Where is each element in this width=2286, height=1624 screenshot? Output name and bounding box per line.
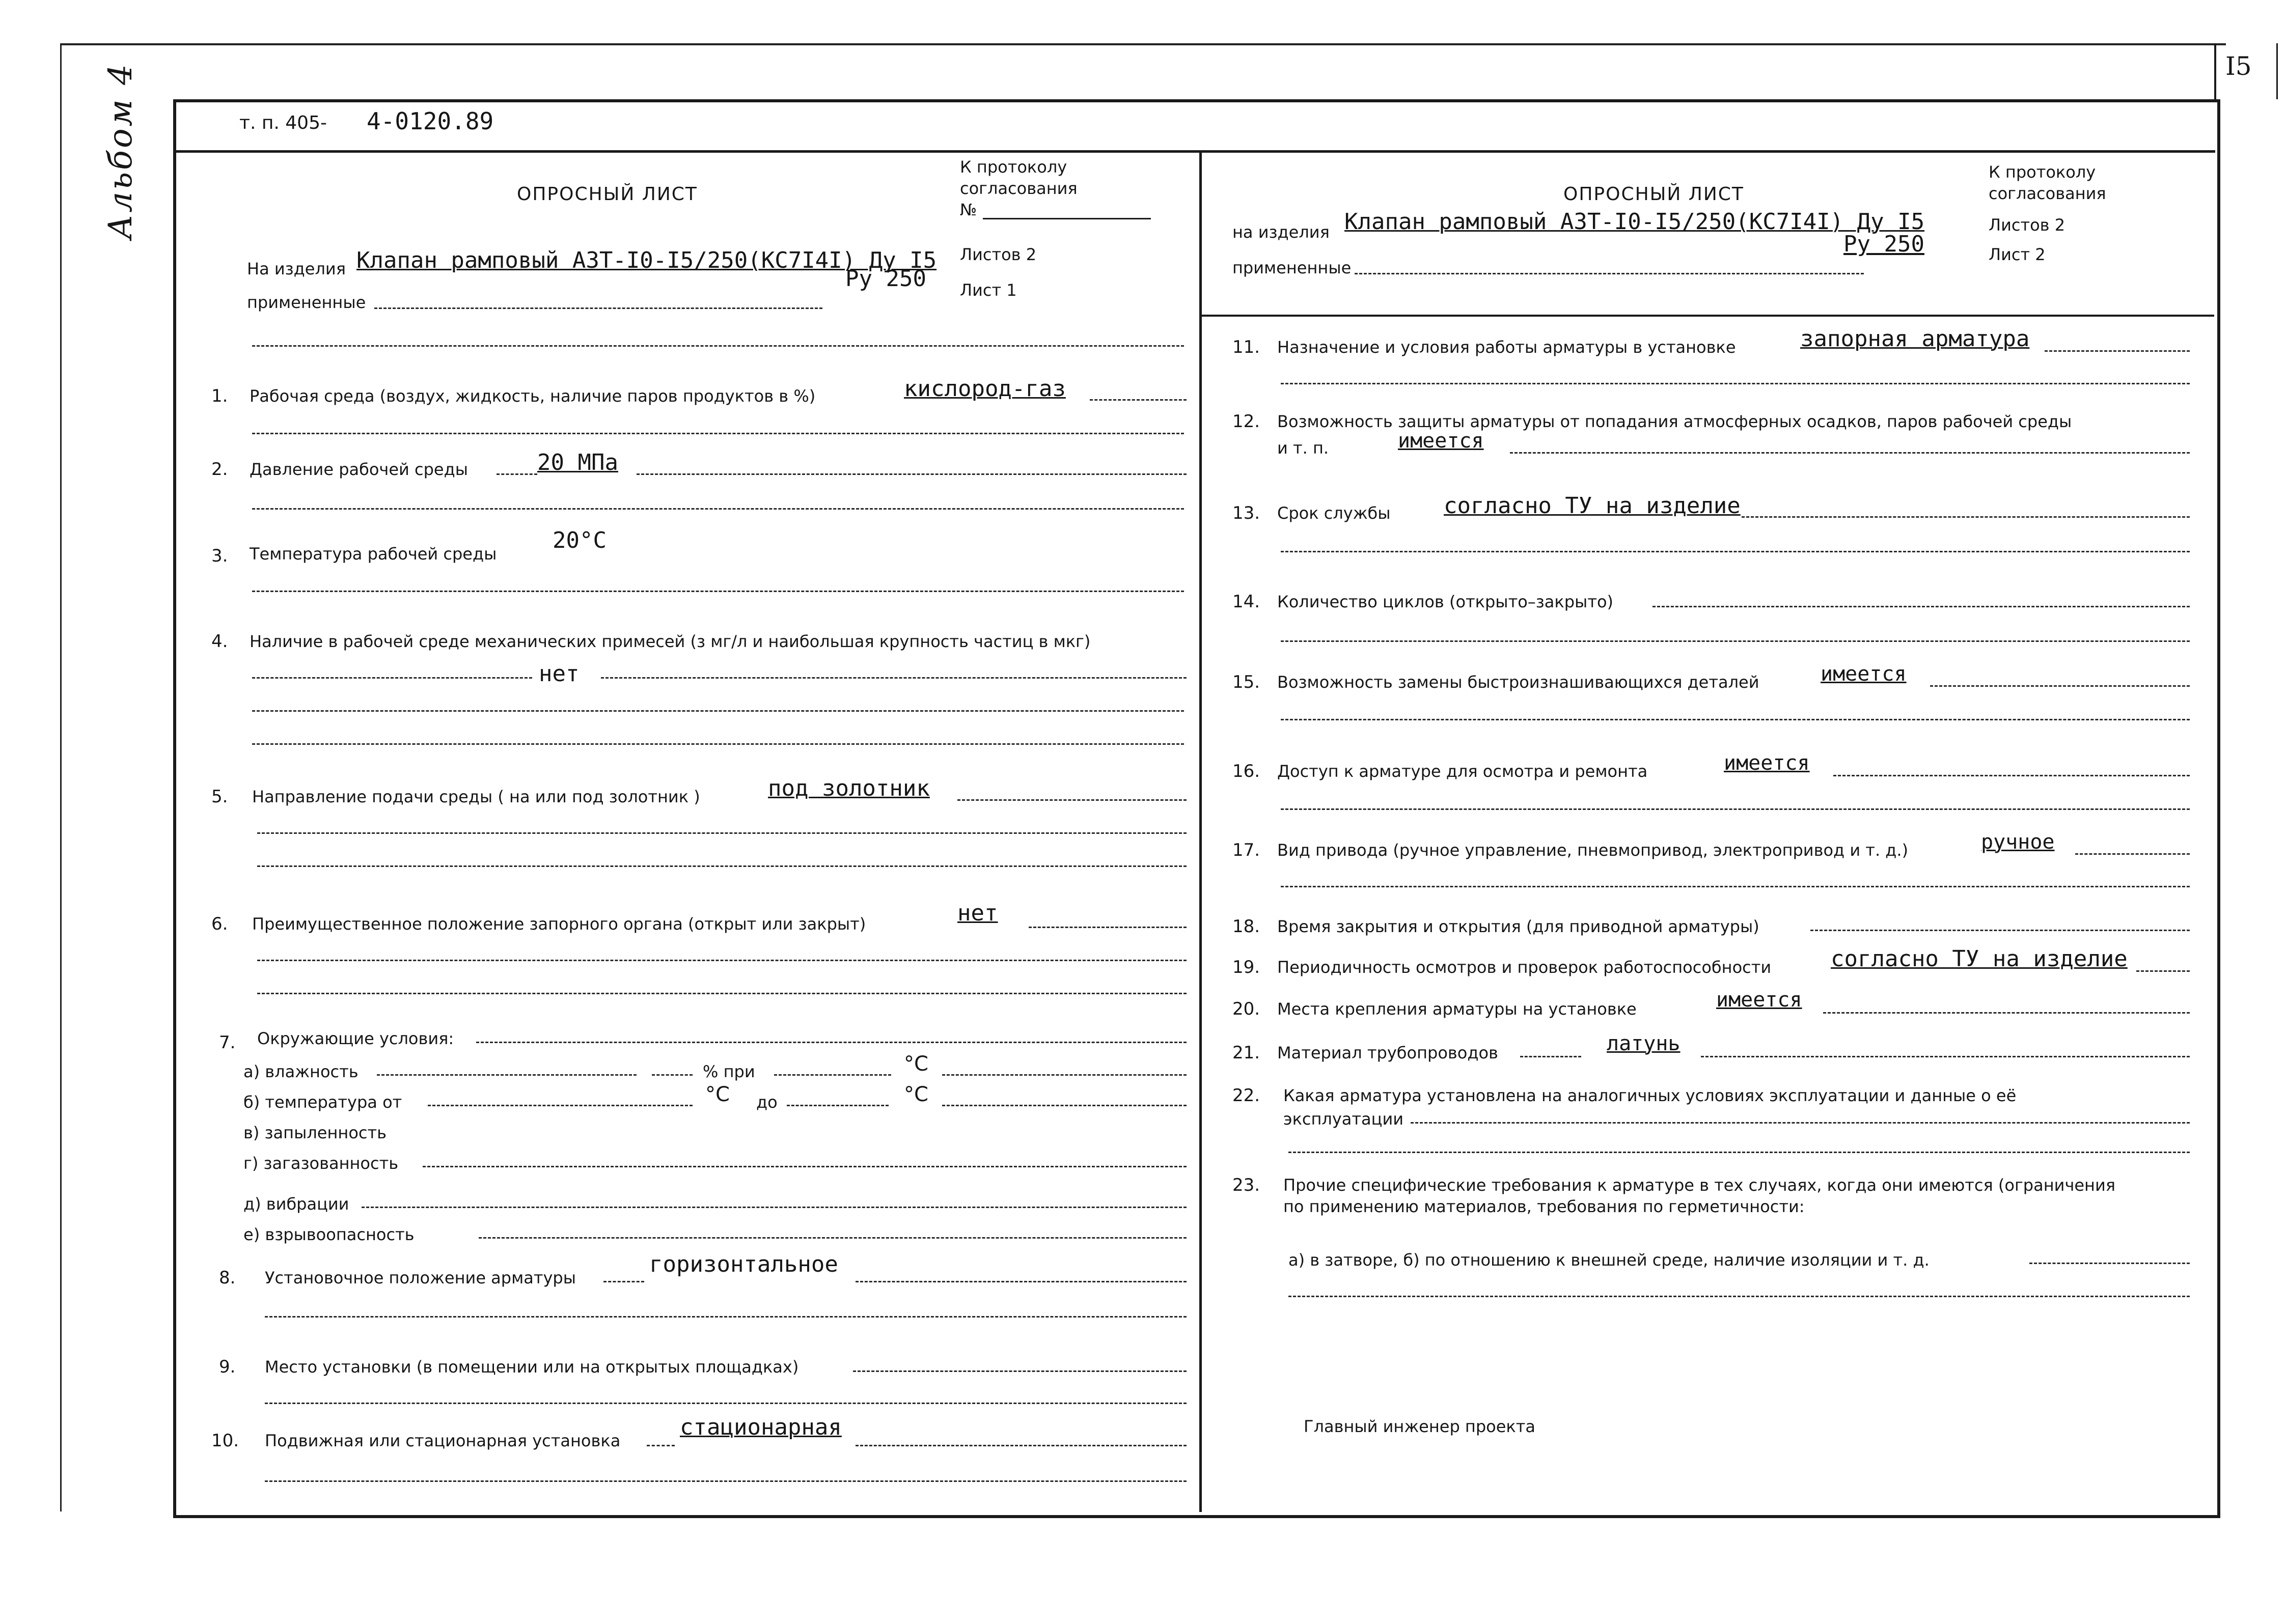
item-10-value: стационарная [680, 1414, 842, 1440]
item-16-value: имеется [1724, 751, 1810, 775]
item-15-value: имеется [1821, 662, 1907, 686]
item-20-value: имеется [1716, 988, 1802, 1012]
left-protocol-no: № [960, 200, 977, 219]
right-product-label: на изделия [1232, 222, 1330, 242]
item-1-label: Рабочая среда (воздух, жидкость, наличие паров продуктов в %) [250, 386, 816, 406]
item-17-label: Вид привода (ручное управление, пневмопривод, электропривод и т. д.) [1277, 841, 1909, 860]
item-3-label: Температура рабочей среды [250, 544, 497, 564]
item-12-label: Возможность защиты арматуры от попадания атмосферных осадков, паров рабочей среды [1277, 412, 2072, 431]
header-divider [173, 150, 2215, 153]
item-8-label: Установочное положение арматуры [265, 1268, 576, 1287]
item-3-value: 20°С [553, 527, 607, 553]
item-6-label: Преимущественное положение запорного органа (открыт или закрыт) [252, 914, 866, 934]
left-protocol-1: К протоколу [960, 157, 1067, 177]
tp-label: т. п. 405- [239, 113, 327, 133]
item-18-label: Время закрытия и открытия (для приводной арматуры) [1277, 917, 1759, 936]
left-title: ОПРОСНЫЙ ЛИСТ [517, 184, 698, 205]
left-product-value: Клапан рамповый АЗТ-I0-I5/250(КС7I4I) Ду I5 [356, 247, 937, 273]
left-product-label: На изделия [247, 259, 346, 278]
left-sheet: Лист 1 [960, 281, 1017, 300]
item-2-value: 20 МПа [537, 450, 618, 475]
item-4-value: нет [539, 661, 580, 687]
item-6-value: нет [957, 900, 998, 926]
right-sheet: Лист 2 [1989, 245, 2046, 264]
env-humidity: а) влажность [243, 1062, 359, 1081]
right-title: ОПРОСНЫЙ ЛИСТ [1563, 184, 1744, 205]
left-protocol-2: согласования [960, 179, 1078, 198]
item-5-label: Направление подачи среды ( на или под золотник ) [252, 787, 700, 806]
item-23-label: Прочие специфические требования к арматуре в тех случаях, когда они имеются (ограничения [1283, 1175, 2115, 1195]
item-12-value: имеется [1398, 429, 1484, 453]
env-explosive: е) взрывоопасность [243, 1225, 415, 1244]
page-number-box [2214, 43, 2216, 99]
signature-label: Главный инженер проекта [1304, 1417, 1535, 1436]
item-7-label: Окружающие условия: [257, 1029, 454, 1048]
right-protocol-1: К протоколу [1989, 162, 2096, 182]
env-gas: г) загазованность [243, 1154, 399, 1173]
item-21-value: латунь [1607, 1032, 1681, 1055]
item-22-label: Какая арматура установлена на аналогичных условиях эксплуатации и данные о её [1283, 1086, 2017, 1105]
item-4-label: Наличие в рабочей среде механических примесей (з мг/л и наибольшая крупность частиц в мкг) [250, 632, 1091, 651]
item-8-value: горизонтальное [649, 1251, 838, 1277]
right-header-divider [1201, 315, 2214, 317]
item-15-label: Возможность замены быстроизнашивающихся деталей [1277, 673, 1759, 692]
item-23-sub: а) в затворе, б) по отношению к внешней среде, наличие изоляции и т. д. [1288, 1250, 1930, 1270]
right-protocol-2: согласования [1989, 184, 2106, 203]
item-9-label: Место установки (в помещении или на открытых площадках) [265, 1357, 799, 1377]
item-2-label: Давление рабочей среды [250, 460, 468, 479]
item-11-value: запорная арматура [1800, 326, 2030, 352]
tp-code: 4-0120.89 [367, 107, 494, 135]
center-divider [1199, 153, 1202, 1512]
left-sheets: Листов 2 [960, 245, 1037, 264]
right-sheets: Листов 2 [1989, 215, 2065, 235]
item-13-label: Срок службы [1277, 503, 1391, 523]
left-product-pressure: Ру 250 [845, 266, 926, 292]
env-dust: в) запыленность [243, 1123, 387, 1142]
item-5-value: под золотник [768, 775, 930, 801]
left-applied-label: примененные [247, 293, 366, 312]
env-temperature: б) температура от [243, 1093, 402, 1112]
page-number: I5 [2225, 51, 2252, 81]
item-17-value: ручное [1981, 830, 2055, 854]
env-humidity-at: % при [703, 1062, 755, 1081]
env-vibration: д) вибрации [243, 1194, 349, 1214]
right-applied-label: примененные [1232, 258, 1352, 277]
item-13-value: согласно ТУ на изделие [1444, 493, 1741, 519]
item-10-label: Подвижная или стационарная установка [265, 1431, 621, 1450]
item-21-label: Материал трубопроводов [1277, 1043, 1498, 1062]
item-19-value: согласно ТУ на изделие [1831, 946, 2128, 972]
item-14-label: Количество циклов (открыто–закрыто) [1277, 592, 1614, 611]
item-11-label: Назначение и условия работы арматуры в установке [1277, 338, 1736, 357]
margin-note: Альбом 4 [102, 62, 140, 239]
item-20-label: Места крепления арматуры на установке [1277, 999, 1637, 1019]
item-19-label: Периодичность осмотров и проверок работоспособности [1277, 958, 1772, 977]
item-16-label: Доступ к арматуре для осмотра и ремонта [1277, 762, 1648, 781]
item-1-value: кислород-газ [904, 376, 1066, 402]
right-product-value: Клапан рамповый АЗТ-I0-I5/250(КС7I4I) Ду I5 [1344, 209, 1925, 235]
right-product-pressure: Ру 250 [1843, 231, 1924, 257]
